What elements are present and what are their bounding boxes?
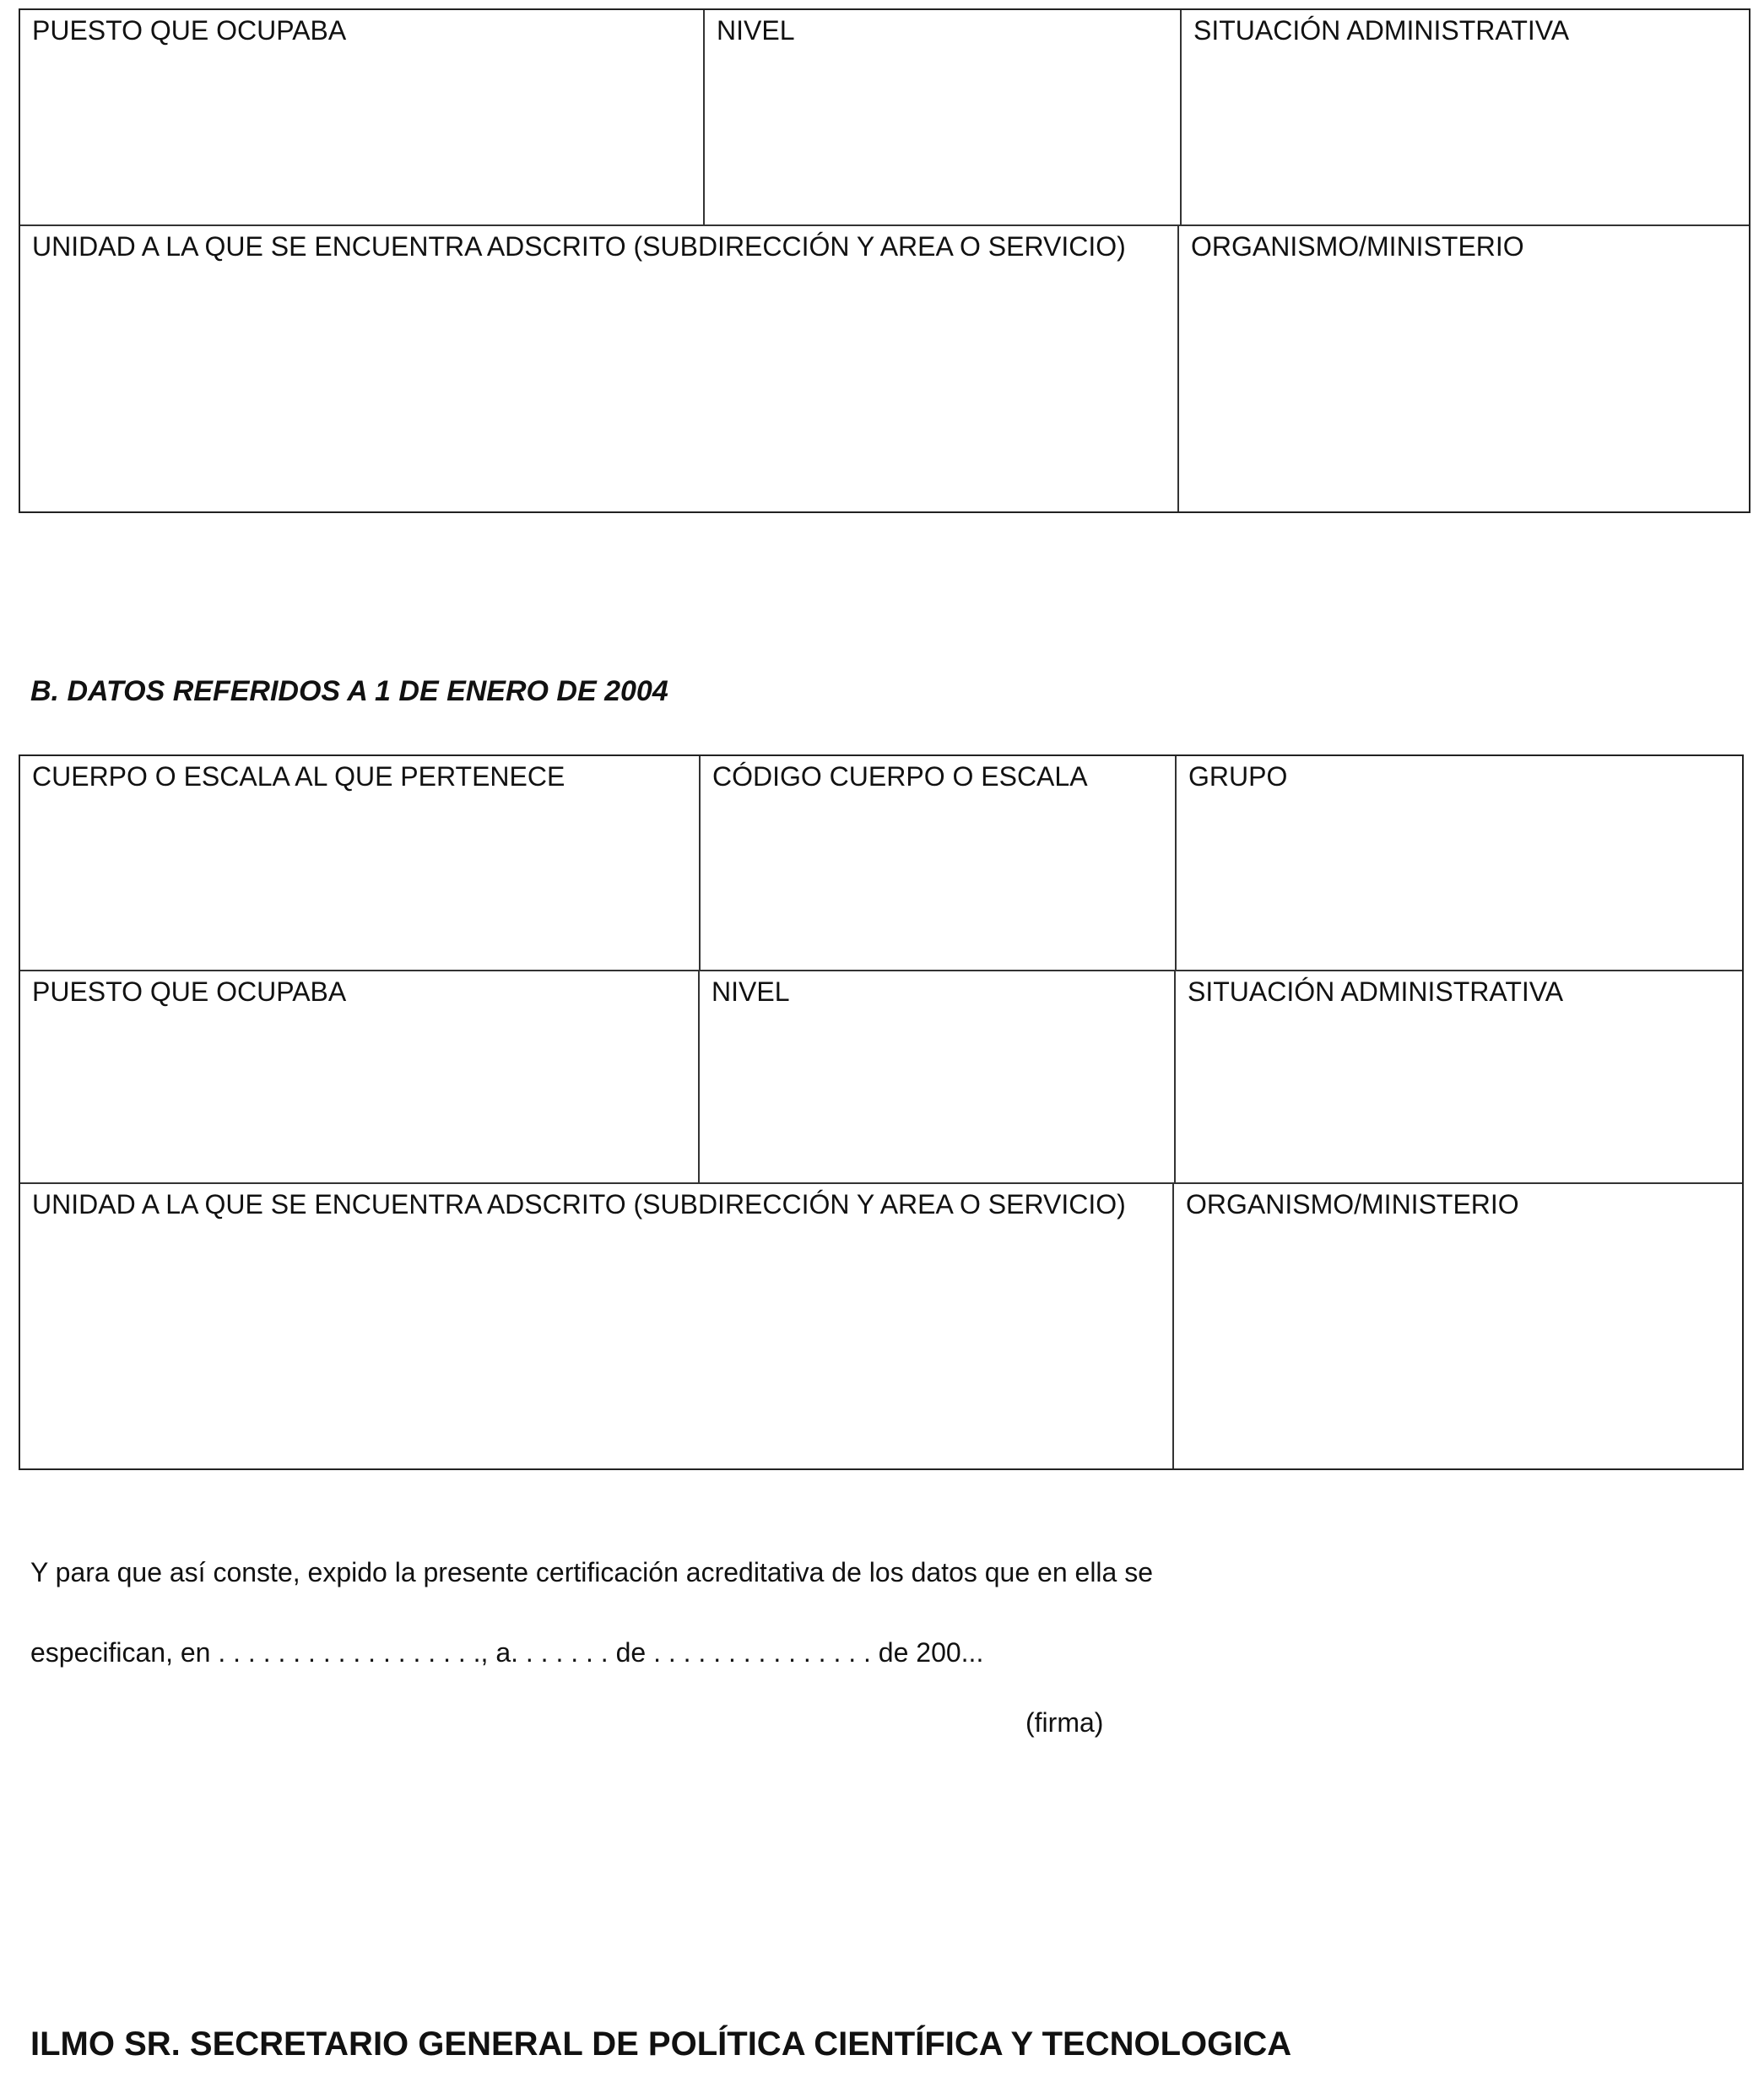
addressee: ILMO SR. SECRETARIO GENERAL DE POLÍTICA CIENTÍFICA Y TECNOLOGICA <box>30 2025 1292 2063</box>
field-codigo <box>701 756 1177 971</box>
field-organismo <box>1179 226 1749 511</box>
field-puesto <box>20 10 705 226</box>
field-grupo <box>1177 756 1742 971</box>
table-a <box>19 8 1750 513</box>
field-label: CUERPO O ESCALA AL QUE PERTENECE <box>32 761 565 792</box>
section-b-heading: B. DATOS REFERIDOS A 1 DE ENERO DE 2004 <box>30 675 668 707</box>
field-label: NIVEL <box>712 976 790 1007</box>
field-unidad <box>20 226 1179 511</box>
field-label: PUESTO QUE OCUPABA <box>32 15 347 46</box>
closing-line-1: Y para que así conste, expido la presente certificación acreditativa de los datos que en ella se <box>30 1557 1154 1587</box>
field-situacion <box>1176 971 1742 1184</box>
field-label: UNIDAD A LA QUE SE ENCUENTRA ADSCRITO (SUBDIRECCIÓN Y AREA O SERVICIO) <box>32 1189 1126 1219</box>
field-label: GRUPO <box>1188 761 1288 792</box>
field-unidad <box>20 1184 1174 1468</box>
field-label: UNIDAD A LA QUE SE ENCUENTRA ADSCRITO (SUBDIRECCIÓN Y AREA O SERVICIO) <box>32 231 1126 262</box>
field-label: SITUACIÓN ADMINISTRATIVA <box>1188 976 1564 1007</box>
field-cuerpo <box>20 756 701 971</box>
field-label: PUESTO QUE OCUPABA <box>32 976 347 1007</box>
field-organismo <box>1174 1184 1742 1468</box>
field-nivel <box>700 971 1176 1184</box>
field-label: NIVEL <box>717 15 795 46</box>
signature-label: (firma) <box>1025 1707 1104 1738</box>
field-nivel <box>705 10 1182 226</box>
closing-line-2: especifican, en . . . . . . . . . . . . . . . . . ., a. . . . . . . de . . . . . . . . . . . . . . . de 200... <box>30 1637 984 1668</box>
field-situacion <box>1182 10 1749 226</box>
table-b <box>19 754 1744 1470</box>
field-puesto <box>20 971 700 1184</box>
field-label: ORGANISMO/MINISTERIO <box>1191 231 1524 262</box>
field-label: ORGANISMO/MINISTERIO <box>1186 1189 1519 1219</box>
field-label: SITUACIÓN ADMINISTRATIVA <box>1193 15 1570 46</box>
field-label: CÓDIGO CUERPO O ESCALA <box>712 761 1088 792</box>
